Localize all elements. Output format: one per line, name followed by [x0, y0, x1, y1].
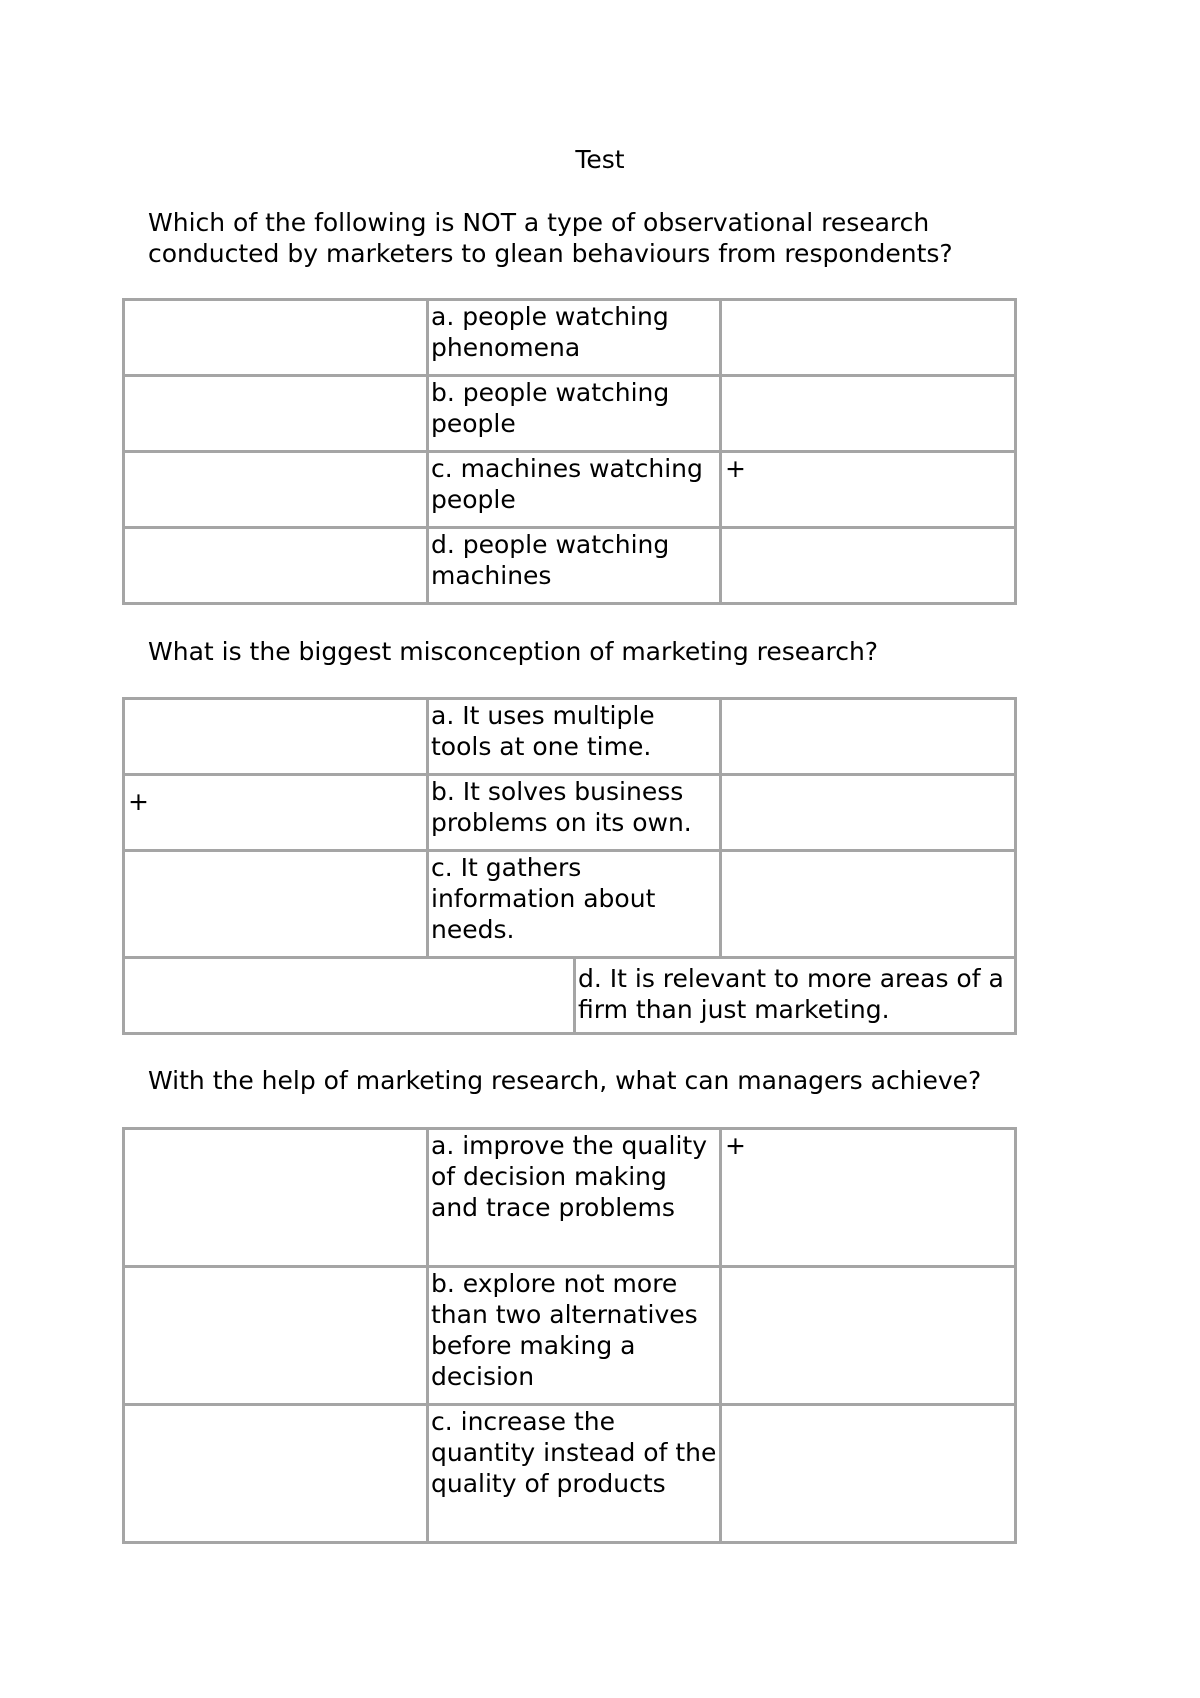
table-row [124, 528, 1016, 604]
answer-mark-cell[interactable] [124, 528, 428, 604]
answer-mark-cell[interactable] [721, 1129, 1016, 1267]
table-row [124, 452, 1016, 528]
table-row [124, 699, 1016, 775]
option-cell: c. It gathers information about needs. [428, 851, 721, 958]
table-row [124, 1129, 1016, 1267]
answer-mark-cell[interactable] [124, 452, 428, 528]
table-row [124, 775, 1016, 851]
table-row [124, 851, 1016, 958]
option-cell: d. It is relevant to more areas of a firm than just marketing. [575, 958, 1016, 1034]
answer-mark-cell[interactable] [124, 376, 428, 452]
page-title: Test [575, 145, 625, 174]
option-cell: a. It uses multiple tools at one time. [428, 699, 721, 775]
question-3-text: With the help of marketing research, what can managers achieve? [148, 1066, 982, 1095]
table-row [124, 1405, 1016, 1543]
table-row [124, 958, 1016, 1034]
table-row [124, 300, 1016, 376]
option-cell: a. people watching phenomena [428, 300, 721, 376]
answer-mark: + [128, 787, 149, 816]
answer-mark-cell[interactable] [721, 376, 1016, 452]
answer-mark-cell[interactable] [721, 699, 1016, 775]
answer-mark-cell[interactable] [124, 851, 428, 958]
option-cell: d. people watching machines [428, 528, 721, 604]
table-row [124, 376, 1016, 452]
answer-mark-cell[interactable] [721, 300, 1016, 376]
question-1-text: Which of the following is NOT a type of observational research conducted by marketers to glean behaviours from respondents? [148, 208, 953, 268]
option-cell: a. improve the quality of decision making and trace problems [428, 1129, 721, 1267]
option-cell: b. explore not more than two alternatives before making a decision [428, 1267, 721, 1405]
answer-mark-cell[interactable] [124, 1129, 428, 1267]
answer-mark-cell[interactable] [721, 528, 1016, 604]
answer-mark-cell[interactable] [124, 300, 428, 376]
answer-mark-cell[interactable] [721, 452, 1016, 528]
option-cell: c. increase the quantity instead of the quality of products [428, 1405, 721, 1543]
option-cell: b. people watching people [428, 376, 721, 452]
answer-mark: + [725, 1131, 746, 1160]
answer-mark-cell[interactable] [124, 775, 428, 851]
option-cell: b. It solves business problems on its own. [428, 775, 721, 851]
table-row [124, 1267, 1016, 1405]
answer-mark-cell[interactable] [124, 1267, 428, 1405]
answer-mark-cell[interactable] [124, 1405, 428, 1543]
answer-mark-cell[interactable] [124, 699, 428, 775]
question-3-options-table [122, 1127, 1017, 1544]
question-1-options-table [122, 298, 1017, 605]
answer-mark: + [725, 454, 746, 483]
question-2-text: What is the biggest misconception of marketing research? [148, 637, 879, 666]
answer-mark-cell[interactable] [721, 775, 1016, 851]
option-cell: c. machines watching people [428, 452, 721, 528]
answer-mark-cell[interactable] [721, 851, 1016, 958]
question-2-options-table [122, 697, 1017, 1035]
answer-mark-cell[interactable] [721, 1267, 1016, 1405]
answer-mark-cell[interactable] [124, 958, 575, 1034]
answer-mark-cell[interactable] [721, 1405, 1016, 1543]
